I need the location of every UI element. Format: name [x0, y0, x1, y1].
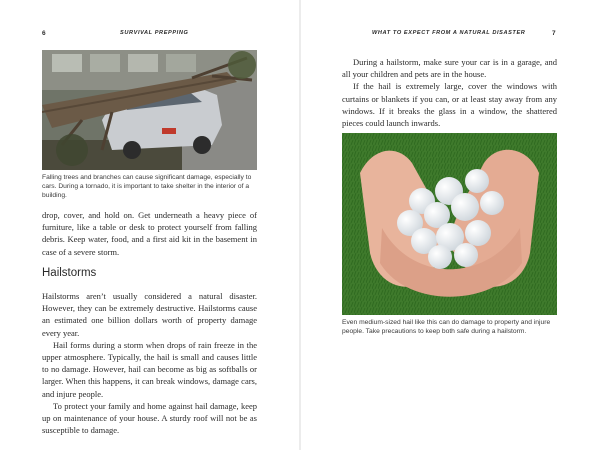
left-body-text: [42, 290, 257, 436]
paragraph: During a hailstorm, make sure your car is in a garage, and all your children and pets are in the house.: [342, 57, 557, 80]
hailstones-photo: [342, 133, 557, 315]
right-page: [300, 0, 600, 450]
right-photo-caption: Even medium-sized hail like this can do damage to property and injure people. Take precautions to keep both safe during a hailstorm.: [342, 319, 551, 335]
fallen-tree-car-photo: [42, 50, 257, 170]
left-page-number: 6: [42, 30, 46, 37]
left-continued-text: [42, 209, 257, 258]
fallen-tree-car-illustration: [42, 50, 257, 170]
right-running-head: WHAT TO EXPECT FROM A NATURAL DISASTER: [372, 30, 526, 36]
paragraph: Hail forms during a storm when drops of rain freeze in the upper atmosphere. Typically, the hail is small and causes little to no damage. However, hail can become as big as softballs or larger. When this happens, it can break windows, damage cars, and injure people.: [42, 339, 257, 399]
right-body-text: [342, 56, 557, 129]
continued-paragraph: drop, cover, and hold on. Get underneath a heavy piece of furniture, like a table or desk to protect yourself from falling debris. Keep water, food, and a first aid kit in the basement in case of a severe storm.: [42, 210, 257, 257]
paragraph: Hailstorms aren’t usually considered a natural disaster. However, they can be extremely destructive. Hailstorms cause an estimated one billion dollars worth of property damage every year.: [42, 291, 257, 338]
right-page-number: 7: [552, 30, 556, 37]
left-running-head: SURVIVAL PREPPING: [120, 30, 189, 36]
paragraph: To protect your family and home against hail damage, keep up on maintenance of your house. A sturdy roof will not be as susceptible to damage.: [42, 400, 257, 436]
paragraph: If the hail is extremely large, cover the windows with curtains or blankets if you can, or at least stay away from any windows. If it breaks the glass in a window, the shattered pieces could launch inwards.: [342, 81, 557, 129]
hailstones-in-hands-illustration: [342, 133, 557, 315]
left-photo-caption: Falling trees and branches can cause significant damage, especially to cars. During a tornado, it is important to take shelter in the interior of a building.: [42, 174, 252, 199]
section-heading-hailstorms: Hailstorms: [42, 267, 97, 279]
